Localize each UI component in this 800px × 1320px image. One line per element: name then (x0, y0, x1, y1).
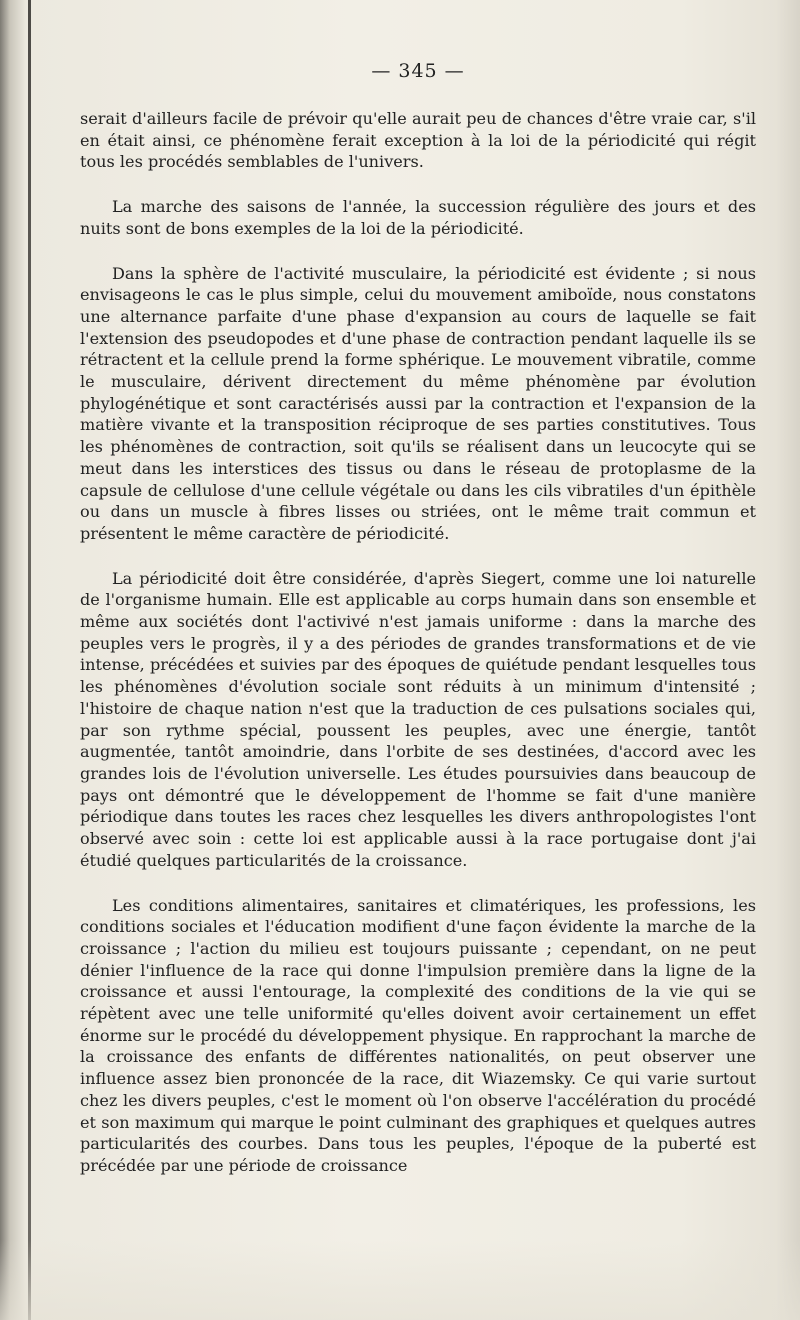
paragraph-continuation: serait d'ailleurs facile de prévoir qu'elle aurait peu de chances d'être vraie car, s'il en était ainsi, ce phénomène ferait exception à la loi de la périodicité qui régit tous les procédés semblables de l'univers. (80, 109, 756, 172)
paragraph-seasons: La marche des saisons de l'année, la succession régulière des jours et des nuits sont de bons exemples de la loi de la périodicité. (80, 197, 756, 238)
binding-edge (28, 0, 31, 1320)
paragraph-growth-conditions: Les conditions alimentaires, sanitaires et climatériques, les professions, les conditions sociales et l'éducation modifient d'une façon évidente la marche de la croissance ; l'action du milieu est toujours puissante ; cependant, on ne peut dénier l'influence de la race qui donne l'impulsion première dans la ligne de la croissance et aussi l'entourage, la complexité des conditions de la vie qui se répètent avec une telle uniformité qu'elles doivent avoir certainement un effet énorme sur le procédé du développement physique. En rapprochant la marche de la croissance des enfants de différentes nationalités, on peut observer une influence assez bien prononcée de la race, dit Wiazemsky. Ce qui varie surtout chez les divers peuples, c'est le moment où l'on observe l'accélération du procédé et son maximum qui marque le point culminant des graphiques et quelques autres particularités des courbes. Dans tous les peuples, l'époque de la puberté est précédée par une période de croissance (80, 895, 756, 1175)
paragraph-muscular-activity: Dans la sphère de l'activité musculaire, la périodicité est évidente ; si nous envisageons le cas le plus simple, celui du mouvement amiboïde, nous constatons une alternance parfaite d'une phase d'expansion au cours de laquelle se fait l'extension des pseudopodes et d'une phase de contraction pendant laquelle ils se rétractent et la cellule prend la forme sphérique. Le mouvement vibratile, comme le musculaire, dérivent directement du même phénomène par évolution phylogénétique et sont caractérisés aussi par la contraction et l'expansion de la matière vivante et la transposition réciproque de ses parties constitutives. Tous les phénomènes de contraction, soit qu'ils se réalisent dans un leucocyte qui se meut dans les interstices des tissus ou dans le réseau de protoplasme de la capsule de cellulose d'une cellule végétale ou dans les cils vibratiles d'un épithèle ou dans un muscle à fibres lisses ou striées, ont le même trait commun et présentent le même caractère de périodicité. (80, 263, 756, 543)
document-page (80, 60, 756, 1200)
page-bottom-shadow (0, 1240, 800, 1320)
paragraph-siegert-periodicity: La périodicité doit être considérée, d'après Siegert, comme une loi naturelle de l'organisme humain. Elle est applicable au corps humain dans son ensemble et même aux sociétés dont l'activivé n'est jamais uniforme : dans la marche des peuples vers le progrès, il y a des périodes de grandes transformations et de vie intense, précédées et suivies par des époques de quiétude pendant lesquelles tous les phénomènes d'évolution sociale sont réduits à un minimum d'intensité ; l'histoire de chaque nation n'est que la traduction de ces pulsations sociales qui, par son rythme spécial, poussent les peuples, avec une énergie, tantôt augmentée, tantôt amoindrie, dans l'orbite de ses destinées, d'accord avec les grandes lois de l'évolution universelle. Les études poursuivies dans beaucoup de pays ont démontré que le développement de l'homme se fait d'une manière périodique dans toutes les races chez lesquelles les divers anthropologistes l'ont observé avec soin : cette loi est applicable aussi à la race portugaise dont j'ai étudié quelques particularités de la croissance. (80, 568, 756, 870)
page-number: — 345 — (371, 60, 465, 82)
